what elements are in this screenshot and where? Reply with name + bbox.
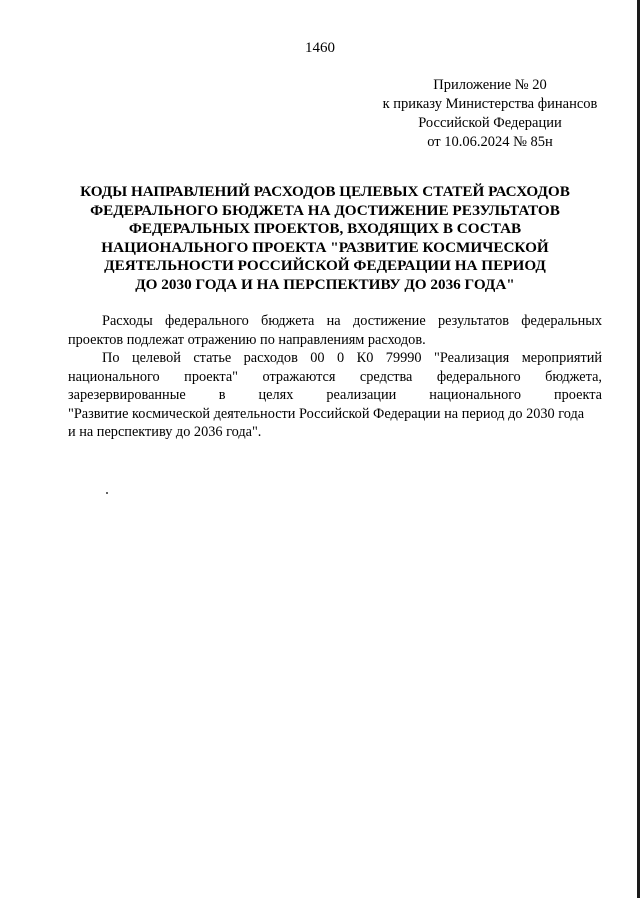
- title-line: ДО 2030 ГОДА И НА ПЕРСПЕКТИВУ ДО 2036 ГОДА": [135, 275, 515, 293]
- paragraph-1: [68, 312, 602, 349]
- title-line: ДЕЯТЕЛЬНОСТИ РОССИЙСКОЙ ФЕДЕРАЦИИ НА ПЕРИОД: [104, 257, 546, 275]
- title-line: ФЕДЕРАЛЬНОГО БЮДЖЕТА НА ДОСТИЖЕНИЕ РЕЗУЛЬТАТОВ: [90, 201, 560, 219]
- appendix-line: к приказу Министерства финансов: [382, 96, 598, 112]
- appendix-line: Российской Федерации: [418, 115, 562, 131]
- title-line: ФЕДЕРАЛЬНЫХ ПРОЕКТОВ, ВХОДЯЩИХ В СОСТАВ: [128, 220, 522, 238]
- appendix-header: [360, 76, 620, 152]
- paragraph-2: [68, 349, 602, 442]
- paragraph-line: зарезервированные в целях реализации национального проекта: [68, 387, 602, 403]
- scan-speck: [106, 492, 108, 494]
- appendix-line: Приложение № 20: [433, 77, 547, 93]
- appendix-line: от 10.06.2024 № 85н: [427, 134, 553, 150]
- paragraph-line: По целевой статье расходов 00 0 К0 79990 "Реализация мероприятий: [102, 350, 602, 366]
- paragraph-line: и на перспективу до 2036 года".: [68, 424, 262, 440]
- title-line: КОДЫ НАПРАВЛЕНИЙ РАСХОДОВ ЦЕЛЕВЫХ СТАТЕЙ РАСХОДОВ: [80, 183, 570, 200]
- document-body: [68, 312, 602, 442]
- paragraph-line: Расходы федерального бюджета на достижение результатов федеральных: [102, 313, 602, 329]
- title-line: НАЦИОНАЛЬНОГО ПРОЕКТА "РАЗВИТИЕ КОСМИЧЕСКОЙ: [101, 238, 549, 256]
- paragraph-line: проектов подлежат отражению по направлениям расходов.: [68, 331, 426, 348]
- paragraph-line: национального проекта" отражаются средства федерального бюджета,: [68, 368, 602, 385]
- page-number: 1460: [305, 40, 335, 56]
- paragraph-line: "Развитие космической деятельности Российской Федерации на период до 2030 года: [68, 405, 585, 422]
- document-title: [60, 183, 590, 295]
